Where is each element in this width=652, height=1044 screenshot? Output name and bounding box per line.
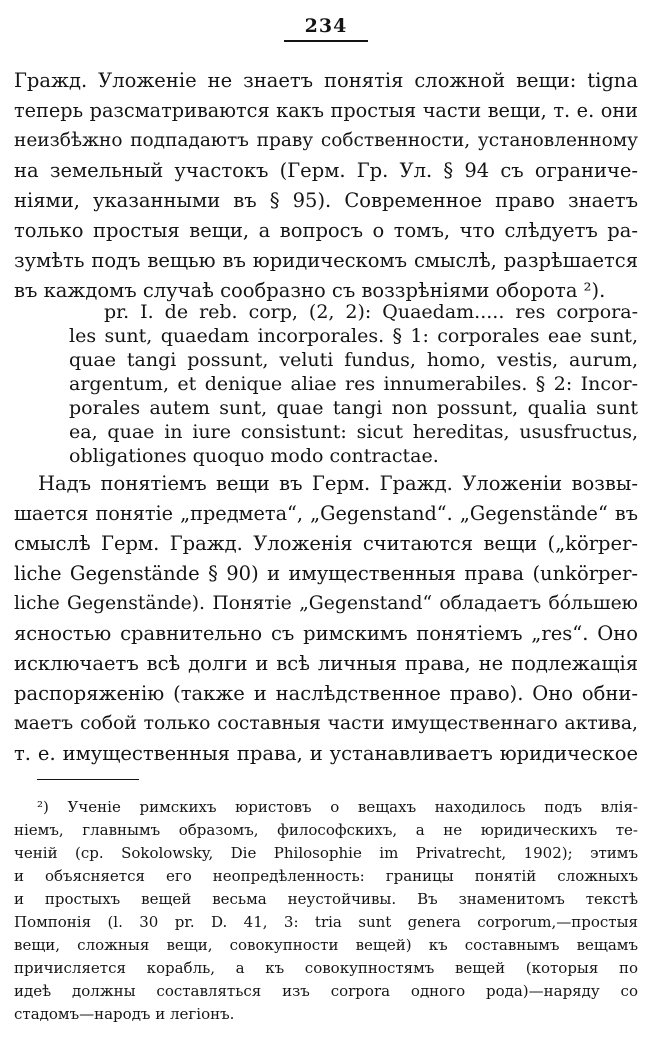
main-text-line: Надъ понятіемъ вещи въ Герм. Гражд. Уложеніи возвы- — [38, 472, 638, 495]
main-text-line: только простыя вещи, а вопросъ о томъ, что слѣдуетъ ра- — [14, 219, 638, 242]
main-text-line: т. е. имущественныя права, и устанавливаетъ юридическое — [14, 742, 638, 765]
main-text-line: ясностью сравнительно съ римскимъ понятіемъ „res“. Оно — [14, 622, 638, 645]
footnote-line: идеѣ должны составляться изъ corpora одного рода)—наряду со — [14, 982, 638, 1000]
main-text-line: liche Gegenstände § 90) и имущественныя права (unkörper- — [14, 562, 638, 585]
main-text-line: распоряженію (также и наслѣдственное право). Оно обни- — [14, 682, 638, 705]
main-text-line: неизбѣжно подпадаютъ праву собственности, установленному — [14, 130, 638, 151]
main-text-line: Гражд. Уложеніе не знаетъ понятія сложной вещи: tigna — [14, 69, 638, 92]
main-text-line: ніями, указанными въ § 95). Современное право знаетъ — [14, 189, 638, 212]
main-text-line: зумѣть подъ вещью въ юридическомъ смыслѣ, разрѣшается — [14, 249, 638, 272]
quote-line: obligationes quoquo modo contractae. — [69, 445, 439, 467]
main-text-line: смыслѣ Герм. Гражд. Уложенія считаются вещи („körper- — [14, 532, 638, 555]
footnote-line: Помпонія (l. 30 pr. D. 41, 3: tria sunt genera corporum,—простыя — [14, 913, 638, 931]
main-text-line: шается понятіе „предмета“, „Gegenstand“. „Gegenstände“ въ — [14, 502, 638, 525]
page-number-rule — [284, 40, 368, 42]
main-text-line: теперь разсматриваются какъ простыя части вещи, т. е. они — [14, 99, 638, 122]
footnote-rule — [37, 779, 139, 780]
page-number: 234 — [304, 15, 348, 37]
footnote-line: причисляется корабль, а къ совокупностямъ вещей (которыя по — [14, 959, 638, 977]
footnote-line: вещи, сложныя вещи, совокупности вещей) къ составнымъ вещамъ — [14, 936, 638, 954]
quote-line: ea, quae in iure consistunt: sicut hereditas, ususfructus, — [69, 421, 638, 443]
main-text-line: исключаетъ всѣ долги и всѣ личныя права, не подлежащія — [14, 652, 638, 675]
quote-line: argentum, et denique aliae res innumerabiles. § 2: Incor- — [69, 373, 638, 395]
footnote-line: стадомъ—народъ и легіонъ. — [14, 1005, 235, 1023]
footnote-line: ніемъ, главнымъ образомъ, философскихъ, а не юридическихъ те- — [14, 821, 638, 839]
quote-line: quae tangi possunt, veluti fundus, homo, vestis, aurum, — [69, 349, 638, 371]
main-text-line: на земельный участокъ (Герм. Гр. Ул. § 94 съ ограниче- — [14, 159, 638, 182]
main-text-line: маетъ собой только составныя части имущественнаго актива, — [14, 713, 638, 734]
quote-line: les sunt, quaedam incorporales. § 1: corporales eae sunt, — [69, 325, 638, 347]
main-text-line: въ каждомъ случаѣ сообразно съ воззрѣніями оборота ²). — [14, 279, 606, 302]
quote-line: pr. I. de reb. corp, (2, 2): Quaedam..... res corpora- — [104, 301, 638, 323]
footnote-line: ²) Ученіе римскихъ юристовъ о вещахъ находилось подъ влія- — [37, 798, 638, 816]
footnote-line: и простыхъ вещей весьма неустойчивы. Въ знаменитомъ текстѣ — [14, 890, 638, 908]
footnote-line: и объясняется его неопредѣленность: границы понятій сложныхъ — [14, 867, 638, 885]
footnote-line: ченій (ср. Sokolowsky, Die Philosophie im Privatrecht, 1902); этимъ — [14, 844, 638, 862]
quote-line: porales autem sunt, quae tangi non possunt, qualia sunt — [69, 397, 638, 419]
main-text-line: liche Gegenstände). Понятіе „Gegenstand“ обладаетъ бóльшею — [14, 593, 638, 614]
